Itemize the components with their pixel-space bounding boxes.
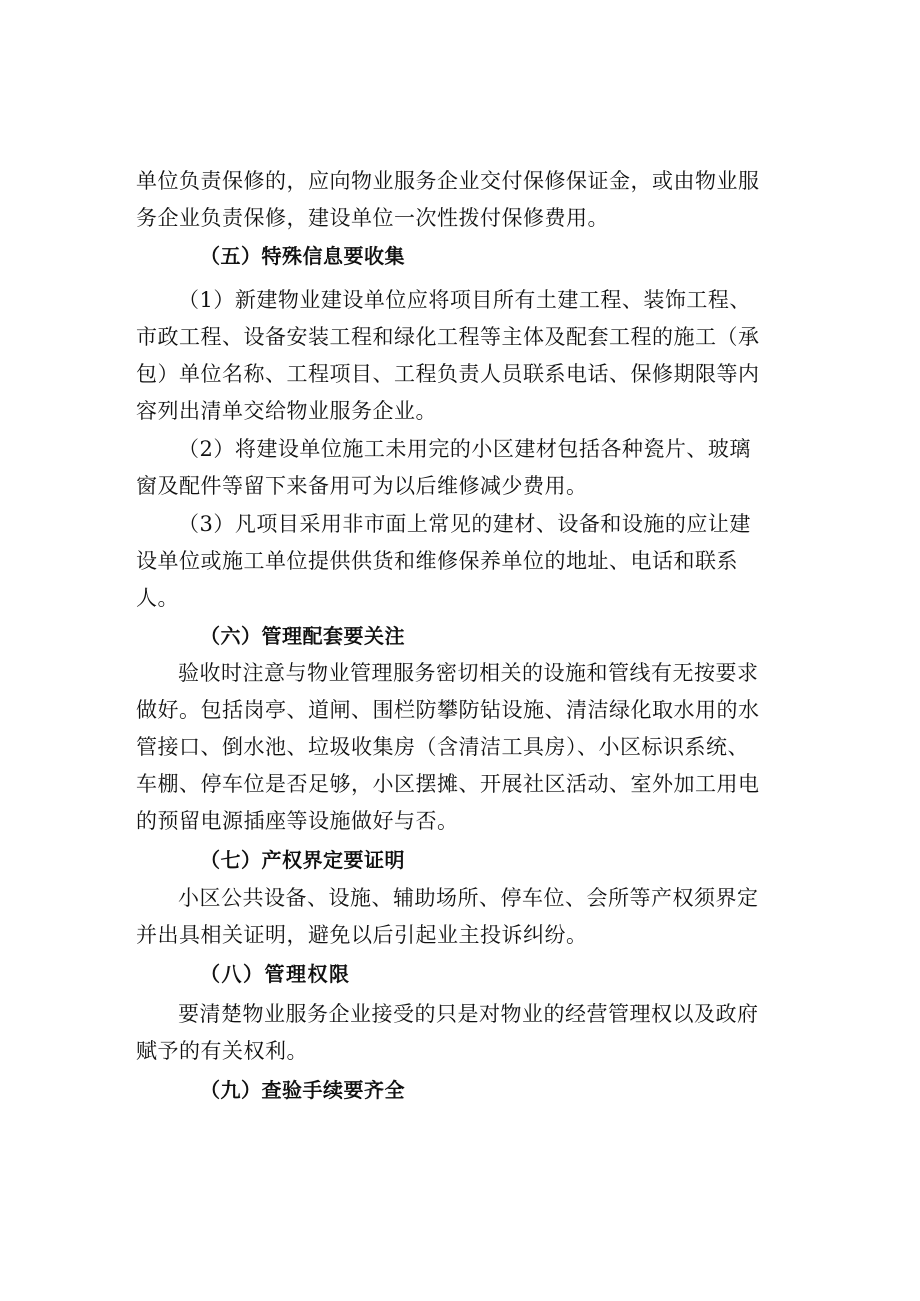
paragraph-line: 验收时注意与物业管理服务密切相关的设施和管线有无按要求: [178, 661, 759, 685]
section-heading-nine: （九）查验手续要齐全: [200, 1078, 405, 1102]
paragraph-line: 要清楚物业服务企业接受的只是对物业的经营管理权以及政府: [178, 1002, 759, 1026]
paragraph-line: 单位负责保修的，应向物业服务企业交付保修保证金，或由物业服: [136, 169, 760, 193]
paragraph-line: 管接口、倒水池、垃圾收集房（含清洁工具房）、小区标识系统、: [136, 735, 749, 759]
paragraph-line: 人。: [136, 586, 179, 610]
paragraph-line: 窗及配件等留下来备用可为以后维修减少费用。: [136, 474, 588, 498]
paragraph-line: 的预留电源插座等设施做好与否。: [136, 809, 459, 833]
paragraph-line: （3）凡项目采用非市面上常见的建材、设备和设施的应让建: [178, 512, 751, 536]
paragraph-line: 并出具相关证明，避免以后引起业主投诉纠纷。: [136, 923, 588, 947]
section-heading-seven: （七）产权界定要证明: [200, 848, 405, 872]
section-heading-six: （六）管理配套要关注: [200, 624, 405, 648]
paragraph-line: 设单位或施工单位提供供货和维修保养单位的地址、电话和联系: [136, 549, 738, 573]
paragraph-line: 容列出清单交给物业服务企业。: [136, 399, 437, 423]
paragraph-line: （1）新建物业建设单位应将项目所有土建工程、装饰工程、: [178, 288, 751, 312]
paragraph-line: （2）将建设单位施工未用完的小区建材包括各种瓷片、玻璃: [178, 437, 751, 461]
paragraph-line: 包）单位名称、工程项目、工程负责人员联系电话、保修期限等内: [136, 362, 760, 386]
paragraph-line: 车棚、停车位是否足够，小区摆摊、开展社区活动、室外加工用电: [136, 772, 760, 796]
paragraph-line: 赋予的有关权利。: [136, 1039, 308, 1063]
paragraph-line: 市政工程、设备安装工程和绿化工程等主体及配套工程的施工（承: [136, 325, 760, 349]
section-heading-eight: （八）管理权限: [200, 962, 351, 986]
paragraph-line: 务企业负责保修，建设单位一次性拨付保修费用。: [136, 206, 609, 230]
paragraph-line: 小区公共设备、设施、辅助场所、停车位、会所等产权须界定: [178, 886, 759, 910]
paragraph-line: 做好。包括岗亭、道闸、围栏防攀防钻设施、清洁绿化取水用的水: [136, 698, 760, 722]
section-heading-five: （五）特殊信息要收集: [200, 244, 405, 268]
